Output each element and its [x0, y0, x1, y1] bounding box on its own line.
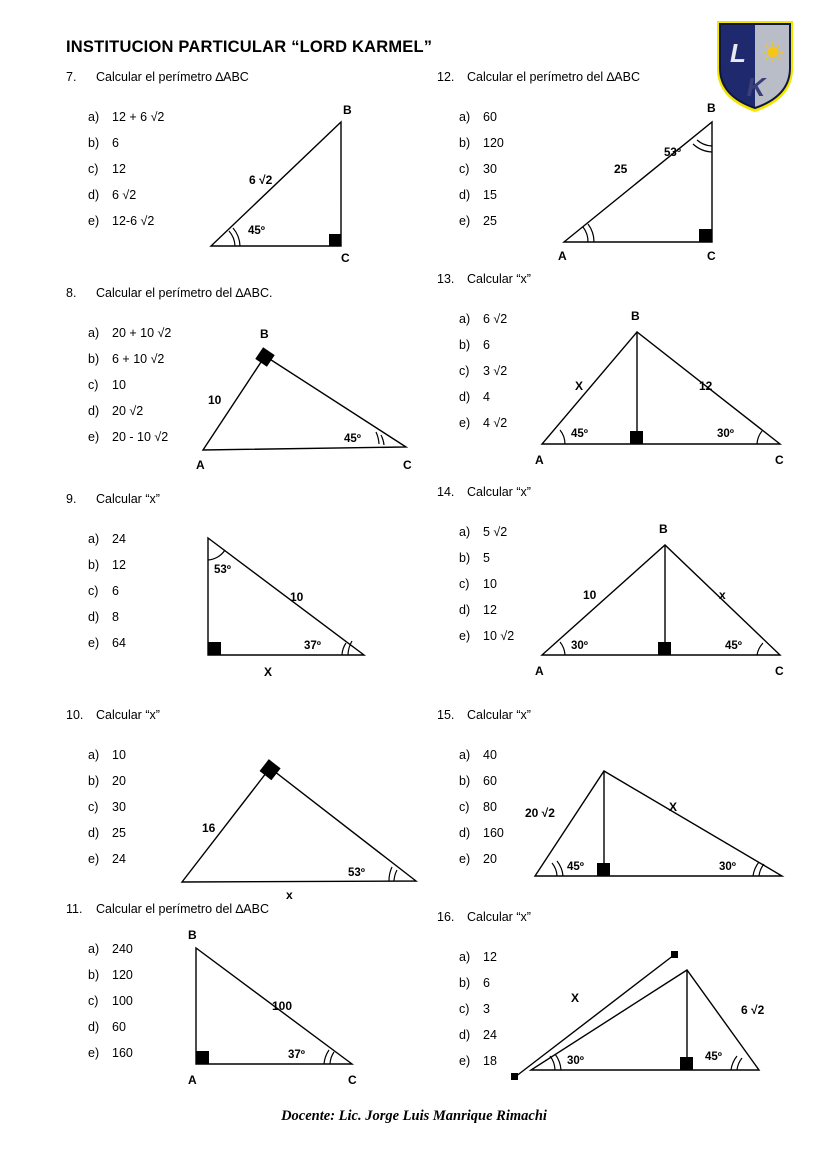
- question-prompt: Calcular el perímetro del ∆ABC.: [96, 286, 273, 300]
- measure-endpoint-start: [511, 1073, 518, 1080]
- side-label-right: X: [669, 800, 678, 814]
- option-label: c): [459, 800, 470, 814]
- option-label: a): [88, 748, 100, 762]
- figure-q15-triangle: [517, 733, 797, 893]
- option-value: 6: [483, 976, 490, 990]
- option-value: 6 √2: [483, 312, 508, 326]
- option-value: 5: [483, 551, 490, 565]
- vertex-label-C: C: [775, 664, 784, 678]
- option-value: 10: [112, 748, 126, 762]
- vertex-label-C: C: [341, 251, 350, 265]
- answer-options: [459, 748, 504, 878]
- option-c[interactable]: [88, 800, 126, 826]
- option-d[interactable]: [459, 1028, 497, 1054]
- option-value: 6: [112, 136, 119, 150]
- right-angle-marker: [630, 431, 643, 444]
- option-label: e): [459, 852, 471, 866]
- option-label: a): [459, 748, 471, 762]
- option-label: a): [88, 326, 100, 340]
- side-label-left: X: [575, 379, 584, 393]
- option-value: 120: [112, 968, 133, 982]
- option-d[interactable]: [88, 404, 171, 430]
- option-label: d): [459, 390, 471, 404]
- option-value: 18: [483, 1054, 497, 1068]
- side-label-base: x: [286, 888, 293, 902]
- angle-label: 45º: [248, 225, 265, 237]
- question-number: 15.: [437, 708, 455, 722]
- option-label: e): [88, 852, 100, 866]
- figure-q8-triangle: [188, 314, 438, 474]
- option-value: 60: [483, 774, 497, 788]
- side-label-x: X: [571, 991, 580, 1005]
- option-label: b): [88, 774, 100, 788]
- option-value: 160: [483, 826, 504, 840]
- option-label: e): [88, 214, 100, 228]
- question-prompt: Calcular “x”: [467, 272, 531, 286]
- option-a[interactable]: [88, 942, 133, 968]
- option-b[interactable]: [459, 338, 507, 364]
- option-label: b): [459, 136, 471, 150]
- question-prompt: Calcular el perímetro del ∆ABC: [96, 902, 269, 916]
- side-label: 6 √2: [249, 173, 273, 187]
- option-d[interactable]: [88, 188, 164, 214]
- vertex-label-B: B: [343, 103, 352, 117]
- teacher-footer: Docente: Lic. Jorge Luis Manrique Rimachi: [281, 1108, 547, 1124]
- side-label: 10: [208, 393, 222, 407]
- option-label: e): [459, 629, 471, 643]
- side-label-left: 16: [202, 821, 216, 835]
- vertex-label-C: C: [775, 453, 784, 467]
- vertex-label-A: A: [535, 453, 544, 467]
- option-label: b): [459, 338, 471, 352]
- angle-label: 53º: [348, 867, 365, 879]
- side-label: 100: [272, 999, 293, 1013]
- page-title: INSTITUCION PARTICULAR “LORD KARMEL”: [66, 38, 433, 56]
- option-value: 20 + 10 √2: [112, 326, 172, 340]
- option-label: e): [88, 430, 100, 444]
- option-a[interactable]: [88, 326, 171, 352]
- option-value: 6: [112, 584, 119, 598]
- option-label: e): [459, 214, 471, 228]
- option-e[interactable]: [459, 1054, 497, 1080]
- question-number: 13.: [437, 272, 455, 286]
- option-e[interactable]: [88, 1046, 133, 1072]
- option-label: a): [459, 312, 471, 326]
- angle-label: 37º: [288, 1049, 305, 1061]
- angle-label-right: 45º: [725, 640, 742, 652]
- question-prompt: Calcular el perímetro ∆ABC: [96, 70, 249, 84]
- side-label-right: 6 √2: [741, 1003, 765, 1017]
- option-value: 80: [483, 800, 497, 814]
- right-angle-marker: [658, 642, 671, 655]
- vertex-label-A: A: [196, 458, 205, 472]
- side-label: 25: [614, 162, 628, 176]
- question-number: 9.: [66, 492, 77, 506]
- figure-q7-triangle: [191, 84, 431, 264]
- option-label: b): [459, 551, 471, 565]
- option-label: b): [88, 558, 100, 572]
- vertex-label-B: B: [188, 928, 197, 942]
- side-label-base: X: [264, 665, 273, 679]
- vertex-label-C: C: [403, 458, 412, 472]
- option-label: c): [88, 584, 99, 598]
- option-a[interactable]: [459, 110, 504, 136]
- option-label: c): [459, 162, 470, 176]
- option-label: c): [459, 577, 470, 591]
- option-label: e): [88, 1046, 100, 1060]
- angle-label-left: 45º: [571, 428, 588, 440]
- option-value: 20: [483, 852, 497, 866]
- option-value: 3: [483, 1002, 490, 1016]
- option-a[interactable]: [459, 525, 514, 551]
- option-b[interactable]: [88, 352, 171, 378]
- angle-label-top: 53º: [214, 564, 231, 576]
- option-label: a): [88, 532, 100, 546]
- figure-q10-triangle: [166, 736, 426, 902]
- option-value: 160: [112, 1046, 133, 1060]
- option-value: 25: [483, 214, 497, 228]
- question-number: 10.: [66, 708, 84, 722]
- option-label: c): [88, 994, 99, 1008]
- measure-endpoint-end: [671, 951, 678, 958]
- option-e[interactable]: [88, 636, 126, 662]
- option-a[interactable]: [459, 312, 507, 338]
- figure-q9-triangle: [194, 516, 444, 681]
- angle-label: 45º: [344, 433, 361, 445]
- question-number: 12.: [437, 70, 455, 84]
- option-e[interactable]: [88, 214, 164, 240]
- figure-q14-triangle: [527, 507, 797, 677]
- option-label: a): [88, 942, 100, 956]
- right-angle-marker: [255, 347, 274, 366]
- angle-label-right: 37º: [304, 640, 321, 652]
- option-b[interactable]: [459, 774, 504, 800]
- option-value: 8: [112, 610, 119, 624]
- option-label: c): [88, 800, 99, 814]
- answer-options: [88, 110, 164, 240]
- question-prompt: Calcular “x”: [467, 708, 531, 722]
- option-value: 30: [112, 800, 126, 814]
- option-value: 4 √2: [483, 416, 508, 430]
- option-label: b): [459, 976, 471, 990]
- right-angle-marker: [597, 863, 610, 876]
- option-a[interactable]: [88, 110, 164, 136]
- option-d[interactable]: [459, 188, 504, 214]
- option-label: c): [88, 378, 99, 392]
- option-c[interactable]: [459, 1002, 497, 1028]
- side-label-hyp: 10: [290, 590, 304, 604]
- question-prompt: Calcular “x”: [96, 708, 160, 722]
- option-c[interactable]: [459, 162, 504, 188]
- option-value: 15: [483, 188, 497, 202]
- option-label: b): [459, 774, 471, 788]
- angle-label-right: 30º: [717, 428, 734, 440]
- option-label: d): [459, 1028, 471, 1042]
- option-a[interactable]: [459, 748, 504, 774]
- option-d[interactable]: [88, 610, 126, 636]
- question-number: 14.: [437, 485, 455, 499]
- option-label: e): [88, 636, 100, 650]
- answer-options: [88, 942, 133, 1072]
- angle-label-left: 45º: [567, 861, 584, 873]
- option-value: 60: [483, 110, 497, 124]
- svg-text:K: K: [746, 72, 766, 102]
- option-value: 12 + 6 √2: [112, 110, 165, 124]
- angle-label-right: 30º: [719, 861, 736, 873]
- right-angle-marker: [208, 642, 221, 655]
- option-a[interactable]: [459, 950, 497, 976]
- option-b[interactable]: [459, 551, 514, 577]
- option-value: 6 √2: [112, 188, 137, 202]
- angle-label-left: 30º: [567, 1055, 584, 1067]
- option-label: b): [88, 352, 100, 366]
- option-value: 5 √2: [483, 525, 508, 539]
- option-value: 240: [112, 942, 133, 956]
- answer-options: [459, 950, 497, 1080]
- option-label: c): [88, 162, 99, 176]
- option-e[interactable]: [459, 629, 514, 655]
- vertex-label-B: B: [659, 522, 668, 536]
- vertex-label-C: C: [707, 249, 716, 263]
- option-value: 20 - 10 √2: [112, 430, 169, 444]
- question-number: 11.: [66, 902, 83, 916]
- option-label: d): [459, 188, 471, 202]
- question-number: 8.: [66, 286, 77, 300]
- question-prompt: Calcular “x”: [467, 910, 531, 924]
- right-angle-marker: [329, 234, 341, 246]
- option-a[interactable]: [88, 748, 126, 774]
- option-value: 20 √2: [112, 404, 144, 418]
- option-value: 12: [112, 558, 126, 572]
- option-label: b): [88, 968, 100, 982]
- option-b[interactable]: [459, 136, 504, 162]
- option-label: d): [88, 404, 100, 418]
- option-value: 10: [112, 378, 126, 392]
- option-e[interactable]: [88, 430, 171, 456]
- figure-q11-triangle: [176, 922, 426, 1087]
- question-prompt: Calcular “x”: [96, 492, 160, 506]
- option-value: 6 + 10 √2: [112, 352, 165, 366]
- figure-q13-triangle: [527, 292, 797, 467]
- option-value: 60: [112, 1020, 126, 1034]
- option-label: e): [459, 416, 471, 430]
- option-d[interactable]: [88, 826, 126, 852]
- option-b[interactable]: [459, 976, 497, 1002]
- question-prompt: Calcular el perímetro del ∆ABC: [467, 70, 640, 84]
- option-value: 20: [112, 774, 126, 788]
- option-label: a): [459, 525, 471, 539]
- option-d[interactable]: [88, 1020, 133, 1046]
- option-b[interactable]: [88, 136, 164, 162]
- option-e[interactable]: [459, 852, 504, 878]
- vertex-label-B: B: [707, 101, 716, 115]
- option-label: c): [459, 364, 470, 378]
- option-value: 100: [112, 994, 133, 1008]
- option-c[interactable]: [88, 584, 126, 610]
- option-value: 64: [112, 636, 126, 650]
- option-label: d): [88, 188, 100, 202]
- right-angle-marker: [699, 229, 712, 242]
- option-c[interactable]: [459, 800, 504, 826]
- vertex-label-B: B: [631, 309, 640, 323]
- answer-options: [88, 532, 126, 662]
- question-number: 16.: [437, 910, 455, 924]
- option-value: 4: [483, 390, 490, 404]
- option-b[interactable]: [88, 558, 126, 584]
- side-label-right: x: [719, 588, 726, 602]
- option-c[interactable]: [88, 162, 164, 188]
- vertex-label-C: C: [348, 1073, 357, 1087]
- option-label: c): [459, 1002, 470, 1016]
- option-value: 12-6 √2: [112, 214, 155, 228]
- option-value: 24: [112, 532, 126, 546]
- question-number: 7.: [66, 70, 77, 84]
- vertex-label-A: A: [535, 664, 544, 678]
- option-value: 6: [483, 338, 490, 352]
- side-label-right: 12: [699, 379, 713, 393]
- option-value: 120: [483, 136, 504, 150]
- side-label-left: 20 √2: [525, 806, 555, 820]
- option-label: b): [88, 136, 100, 150]
- option-label: d): [88, 826, 100, 840]
- option-value: 3 √2: [483, 364, 508, 378]
- option-label: a): [88, 110, 100, 124]
- answer-options: [459, 525, 514, 655]
- option-e[interactable]: [459, 416, 507, 442]
- option-label: a): [459, 110, 471, 124]
- option-value: 10: [483, 577, 497, 591]
- figure-q12-triangle: [552, 90, 802, 265]
- option-b[interactable]: [88, 968, 133, 994]
- option-value: 24: [483, 1028, 497, 1042]
- side-label-left: 10: [583, 588, 597, 602]
- option-value: 12: [112, 162, 126, 176]
- option-value: 12: [483, 603, 497, 617]
- right-angle-marker: [680, 1057, 693, 1070]
- option-d[interactable]: [459, 603, 514, 629]
- option-e[interactable]: [88, 852, 126, 878]
- option-label: a): [459, 950, 471, 964]
- answer-options: [459, 312, 507, 442]
- vertex-label-A: A: [558, 249, 567, 263]
- angle-label-right: 45º: [705, 1051, 722, 1063]
- option-value: 24: [112, 852, 126, 866]
- option-value: 12: [483, 950, 497, 964]
- option-value: 25: [112, 826, 126, 840]
- option-a[interactable]: [88, 532, 126, 558]
- option-c[interactable]: [459, 577, 514, 603]
- angle-label: 53º: [664, 147, 681, 159]
- option-value: 10 √2: [483, 629, 515, 643]
- option-c[interactable]: [88, 378, 171, 404]
- option-c[interactable]: [88, 994, 133, 1020]
- option-d[interactable]: [459, 826, 504, 852]
- option-label: e): [459, 1054, 471, 1068]
- option-e[interactable]: [459, 214, 504, 240]
- option-value: 40: [483, 748, 497, 762]
- vertex-label-A: A: [188, 1073, 197, 1087]
- vertex-label-B: B: [260, 327, 269, 341]
- option-label: d): [88, 610, 100, 624]
- answer-options: [88, 326, 171, 456]
- svg-text:L: L: [730, 38, 746, 68]
- question-prompt: Calcular “x”: [467, 485, 531, 499]
- figure-q16-triangle: [509, 922, 799, 1092]
- option-value: 30: [483, 162, 497, 176]
- option-c[interactable]: [459, 364, 507, 390]
- option-d[interactable]: [459, 390, 507, 416]
- answer-options: [88, 748, 126, 878]
- right-angle-marker: [196, 1051, 209, 1064]
- angle-label-left: 30º: [571, 640, 588, 652]
- option-b[interactable]: [88, 774, 126, 800]
- option-label: d): [88, 1020, 100, 1034]
- answer-options: [459, 110, 504, 240]
- option-label: d): [459, 603, 471, 617]
- option-label: d): [459, 826, 471, 840]
